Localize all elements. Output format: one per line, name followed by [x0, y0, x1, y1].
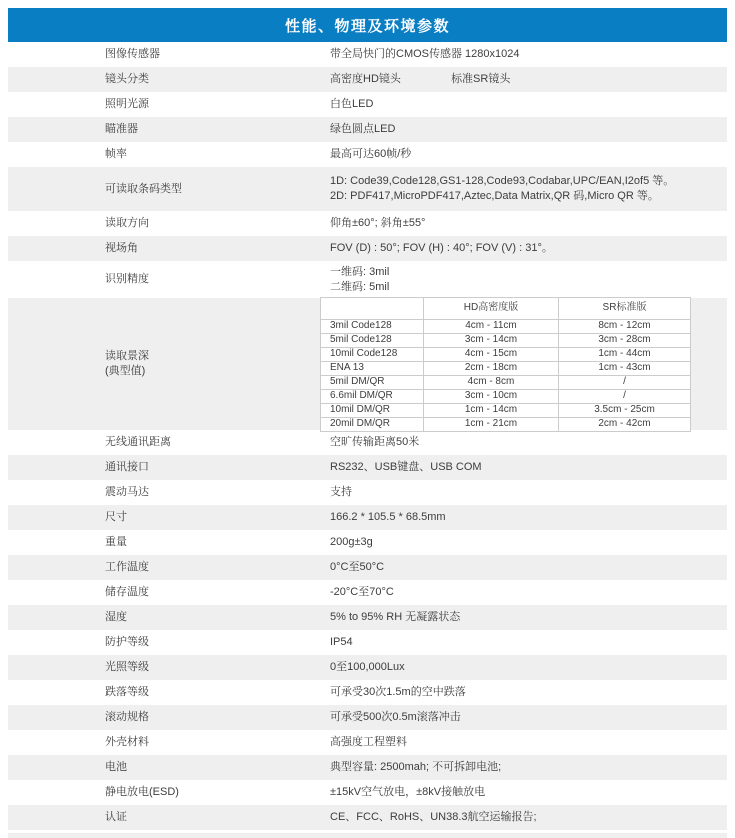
spec-row-interfaces	[8, 455, 727, 480]
spec-label: 滚动规格	[105, 711, 149, 723]
spec-label: 外壳材料	[105, 736, 149, 748]
spec-label: 电池	[105, 761, 127, 773]
dof-hd-range: 2cm - 18cm	[424, 361, 559, 375]
spec-row-barcode-types	[8, 167, 727, 211]
spec-label: 静电放电(ESD)	[105, 786, 179, 798]
spec-row-image-sensor	[8, 42, 727, 67]
dof-header-row	[321, 297, 691, 319]
spec-label: 尺寸	[105, 511, 127, 523]
spec-value: RS232、USB键盘、USB COM	[330, 461, 482, 473]
spec-value: 空旷传输距离50米	[330, 436, 420, 448]
spec-label: 湿度	[105, 611, 127, 623]
dof-header-sr: SR标准版	[559, 297, 691, 319]
dof-code-name: 6.6mil DM/QR	[321, 389, 424, 403]
precision-2d-line: 二维码: 5mil	[330, 280, 390, 293]
spec-label	[8, 349, 320, 379]
spec-label: 跌落等级	[105, 686, 149, 698]
next-row-partial-strip	[8, 833, 727, 838]
spec-row-fov	[8, 236, 727, 261]
table-row	[321, 333, 691, 347]
spec-row-humidity	[8, 605, 727, 630]
spec-row-precision	[8, 261, 727, 298]
lens-hd-value: 高密度HD镜头	[330, 73, 401, 85]
spec-value: 最高可达60帧/秒	[330, 148, 412, 160]
spec-value: 绿色圆点LED	[330, 123, 396, 135]
spec-row-weight	[8, 530, 727, 555]
spec-value: 白色LED	[330, 98, 374, 110]
dof-label-note: (典型值)	[105, 365, 146, 377]
spec-label: 无线通讯距离	[105, 436, 171, 448]
spec-label: 储存温度	[105, 586, 149, 598]
dof-hd-range: 1cm - 21cm	[424, 417, 559, 431]
dof-hd-range: 4cm - 11cm	[424, 319, 559, 333]
spec-label: 可读取条码类型	[105, 182, 182, 195]
dof-hd-range: 4cm - 8cm	[424, 375, 559, 389]
spec-value: CE、FCC、RoHS、UN38.3航空运输报告;	[330, 811, 537, 823]
dof-label-title: 读取景深	[105, 350, 149, 362]
spec-row-depth-of-field	[8, 298, 727, 430]
spec-row-ip-rating	[8, 630, 727, 655]
spec-row-frame-rate	[8, 142, 727, 167]
spec-label: 视场角	[105, 242, 138, 254]
dof-code-name: 10mil DM/QR	[321, 403, 424, 417]
spec-label: 工作温度	[105, 561, 149, 573]
spec-value: 5% to 95% RH 无凝露状态	[330, 611, 461, 623]
spec-row-light-level	[8, 655, 727, 680]
dof-sr-range: /	[559, 389, 691, 403]
spec-label: 图像传感器	[105, 48, 160, 60]
spec-value: IP54	[330, 636, 353, 648]
spec-value: 200g±3g	[330, 536, 373, 548]
spec-row-read-direction	[8, 211, 727, 236]
spec-row-wireless-range	[8, 430, 727, 455]
dof-sr-range: 1cm - 43cm	[559, 361, 691, 375]
spec-label: 帧率	[105, 148, 127, 160]
spec-value: -20°C至70°C	[330, 586, 394, 598]
spec-value	[330, 265, 727, 295]
table-row	[321, 319, 691, 333]
spec-label: 光照等级	[105, 661, 149, 673]
spec-label: 通讯接口	[105, 461, 149, 473]
table-row	[321, 361, 691, 375]
spec-value: 带全局快门的CMOS传感器 1280x1024	[330, 48, 520, 60]
dof-sr-range: 1cm - 44cm	[559, 347, 691, 361]
dof-code-name: ENA 13	[321, 361, 424, 375]
spec-value: 166.2 * 105.5 * 68.5mm	[330, 511, 446, 523]
spec-value: 仰角±60°; 斜角±55°	[330, 217, 426, 229]
dof-sr-range: /	[559, 375, 691, 389]
spec-label: 读取方向	[105, 217, 149, 229]
dof-sr-range: 3cm - 28cm	[559, 333, 691, 347]
spec-row-drop-rating	[8, 680, 727, 705]
spec-row-housing	[8, 730, 727, 755]
dof-hd-range: 4cm - 15cm	[424, 347, 559, 361]
dof-sr-range: 8cm - 12cm	[559, 319, 691, 333]
depth-of-field-table	[320, 297, 691, 432]
table-row	[321, 375, 691, 389]
spec-row-operating-temp	[8, 555, 727, 580]
dof-code-name: 10mil Code128	[321, 347, 424, 361]
table-row	[321, 389, 691, 403]
spec-label: 镜头分类	[105, 73, 149, 85]
lens-sr-value: 标准SR镜头	[451, 73, 511, 85]
barcode-1d-line: 1D: Code39,Code128,GS1-128,Code93,Codabar,UPC/EAN,I2of5 等。	[330, 175, 675, 187]
precision-1d-line: 一维码: 3mil	[330, 265, 390, 278]
spec-label: 瞄准器	[105, 123, 138, 135]
spec-value: 可承受30次1.5m的空中跌落	[330, 686, 466, 698]
spec-label: 震动马达	[105, 486, 149, 498]
dof-sr-range: 2cm - 42cm	[559, 417, 691, 431]
spec-label: 认证	[105, 811, 127, 823]
spec-value: ±15kV空气放电，±8kV接触放电	[330, 786, 486, 798]
table-row	[321, 347, 691, 361]
dof-header-hd: HD高密度版	[424, 297, 559, 319]
barcode-2d-line: 2D: PDF417,MicroPDF417,Aztec,Data Matrix,QR 码,Micro QR 等。	[330, 190, 659, 202]
spec-row-battery	[8, 755, 727, 780]
dof-code-name: 3mil Code128	[321, 319, 424, 333]
spec-value	[330, 73, 727, 86]
spec-label: 识别精度	[105, 273, 149, 285]
spec-label: 防护等级	[105, 636, 149, 648]
table-row	[321, 417, 691, 431]
spec-label: 照明光源	[105, 98, 149, 110]
spec-row-certification	[8, 805, 727, 830]
spec-value: 可承受500次0.5m滚落冲击	[330, 711, 461, 723]
dof-code-name: 5mil Code128	[321, 333, 424, 347]
page-title: 性能、物理及环境参数	[284, 17, 450, 35]
spec-value: 高强度工程塑料	[330, 736, 407, 748]
spec-row-aimer	[8, 117, 727, 142]
dof-sr-range: 3.5cm - 25cm	[559, 403, 691, 417]
spec-value: FOV (D) : 50°; FOV (H) : 40°; FOV (V) : 31°。	[330, 242, 553, 254]
spec-row-tumble-spec	[8, 705, 727, 730]
spec-row-lens-type	[8, 67, 727, 92]
dof-hd-range: 1cm - 14cm	[424, 403, 559, 417]
dof-hd-range: 3cm - 10cm	[424, 389, 559, 403]
spec-value	[330, 174, 727, 204]
section-header	[8, 8, 727, 42]
dof-header-blank	[321, 297, 424, 319]
dof-hd-range: 3cm - 14cm	[424, 333, 559, 347]
spec-value: 0至100,000Lux	[330, 661, 405, 673]
spec-row-dimensions	[8, 505, 727, 530]
spec-row-storage-temp	[8, 580, 727, 605]
spec-value: 典型容量: 2500mah; 不可拆卸电池;	[330, 761, 502, 773]
spec-row-esd	[8, 780, 727, 805]
spec-value: 支持	[330, 486, 352, 498]
table-row	[321, 403, 691, 417]
spec-value: 0°C至50°C	[330, 561, 385, 573]
dof-code-name: 5mil DM/QR	[321, 375, 424, 389]
spec-row-illumination	[8, 92, 727, 117]
spec-label: 重量	[105, 536, 127, 548]
dof-code-name: 20mil DM/QR	[321, 417, 424, 431]
spec-row-vibration	[8, 480, 727, 505]
